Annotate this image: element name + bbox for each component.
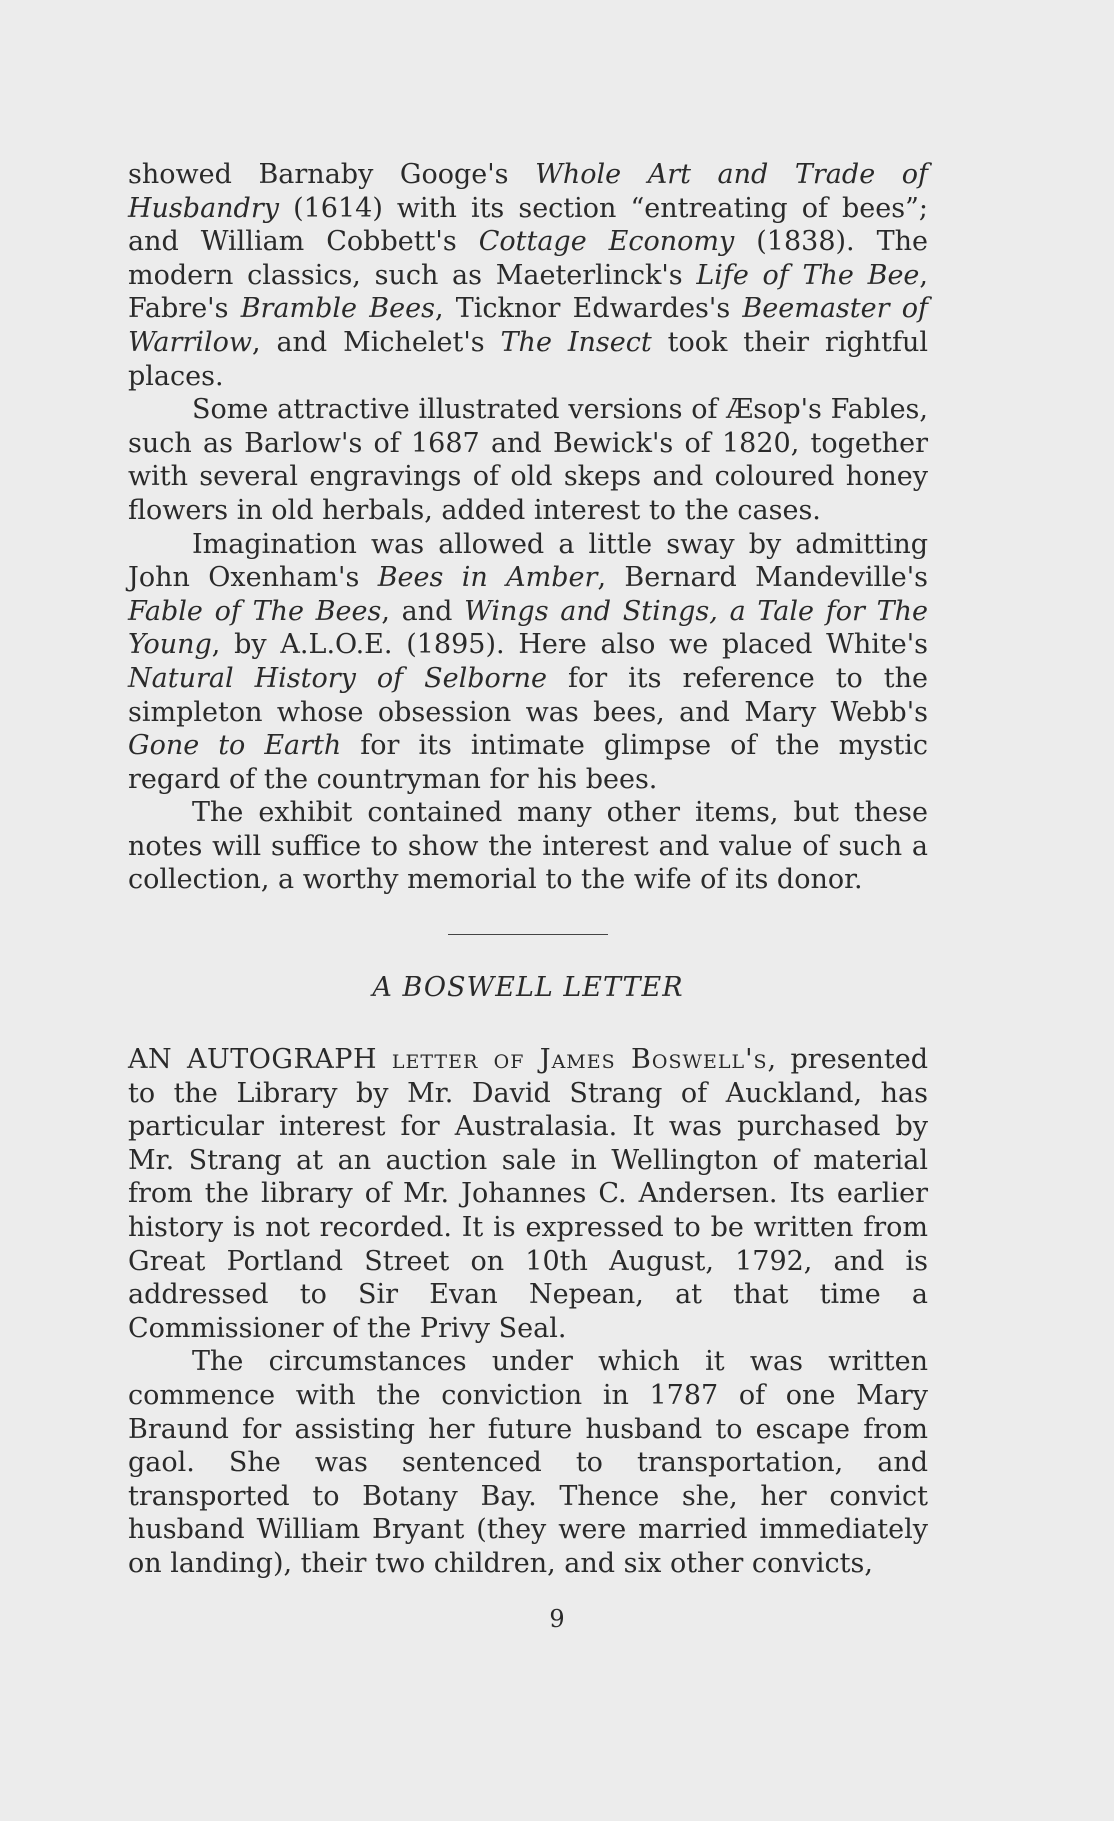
small-caps-text: letter of James Boswell's (391, 1044, 768, 1076)
lead-caps-text: AN AUTOGRAPH (128, 1044, 392, 1076)
text-run: for its reference to the simpleton whose obsession was bees, and Mary Webb's (128, 662, 928, 728)
text-run: The exhibit contained many other items, but these notes will suffice to show the interest and value of such a collection, a worthy memorial to the wife of its donor. (128, 797, 928, 896)
text-run: took their rightful places. (128, 326, 928, 392)
text-run: (1614) with its section “entreating of bees”; and William Cobbett's (128, 192, 928, 258)
text-run: showed Barnaby Googe's (128, 159, 536, 190)
section-title: A BOSWELL LETTER (372, 972, 684, 1004)
text-run: Imagination was allowed a little sway by admitting John Oxenham's (128, 528, 928, 594)
italic-title: Beemaster of Warrilow (128, 293, 928, 358)
section-divider (448, 934, 608, 935)
text-run: , Ticknor Edwardes's (434, 293, 743, 325)
italic-title: Bramble Bees (240, 293, 435, 325)
text-run: , and Michelet's (251, 326, 501, 358)
text-run: for its intimate glimpse of the mystic regard of the countryman for his bees. (128, 730, 928, 795)
page-body (128, 158, 928, 1581)
paragraph (128, 528, 928, 797)
paragraph (128, 796, 928, 897)
text-run: , Fabre's (128, 259, 928, 325)
text-run: , and (381, 595, 465, 627)
text-run: The circumstances under which it was written commence with the conviction in 1787 of one Mary Braund for assisting her future husband to escape from gaol. She was sentenced to transportation, and transported to Botany Bay. Thence she, her convict husband William Bryant (they were married immediately on landing), their two children, and six other convicts, (128, 1346, 928, 1579)
text-run: , by A.L.O.E. (1895). Here also we placed White's (211, 629, 928, 661)
paragraph (128, 1345, 928, 1580)
text-run: , Bernard Mandeville's (597, 562, 928, 594)
text-run: , presented to the Library by Mr. David Strang of Auckland, has particular interest for Australasia. It was purchased by Mr. Strang at an auction sale in Wellington of material from the library of Mr. Johannes C. Andersen. Its earlier history is not recorded. It is expressed to be written from Great Portland Street on 10th August, 1792, and is addressed to Sir Evan Nepean, at that time a Commissioner of the Privy Seal. (128, 1044, 929, 1344)
italic-title: Wings and Stings, a Tale for The Young (128, 595, 928, 661)
italic-title: Cottage Economy (478, 226, 735, 258)
paragraph (128, 158, 928, 393)
italic-title: Life of The Bee (696, 259, 920, 291)
italic-title: The Insect (500, 326, 652, 358)
text-run: Some attractive illustrated versions of Æsop's Fables, such as Barlow's of 1687 and Bewick's of 1820, together with several engravings of old skeps and coloured honey flowers in old herbals, added interest to the cases. (128, 394, 928, 526)
paragraph (128, 393, 928, 527)
italic-title: Whole Art and Trade of Husbandry (128, 159, 928, 224)
page-number: 9 (549, 1605, 565, 1633)
paragraph (128, 1043, 928, 1345)
italic-title: Fable of The Bees (128, 595, 382, 627)
italic-title: Gone to Earth (128, 730, 342, 762)
italic-title: Natural History of Selborne (128, 662, 548, 694)
text-run: (1838). The modern classics, such as Maeterlinck's (128, 226, 928, 291)
italic-title: Bees in Amber (377, 562, 598, 594)
